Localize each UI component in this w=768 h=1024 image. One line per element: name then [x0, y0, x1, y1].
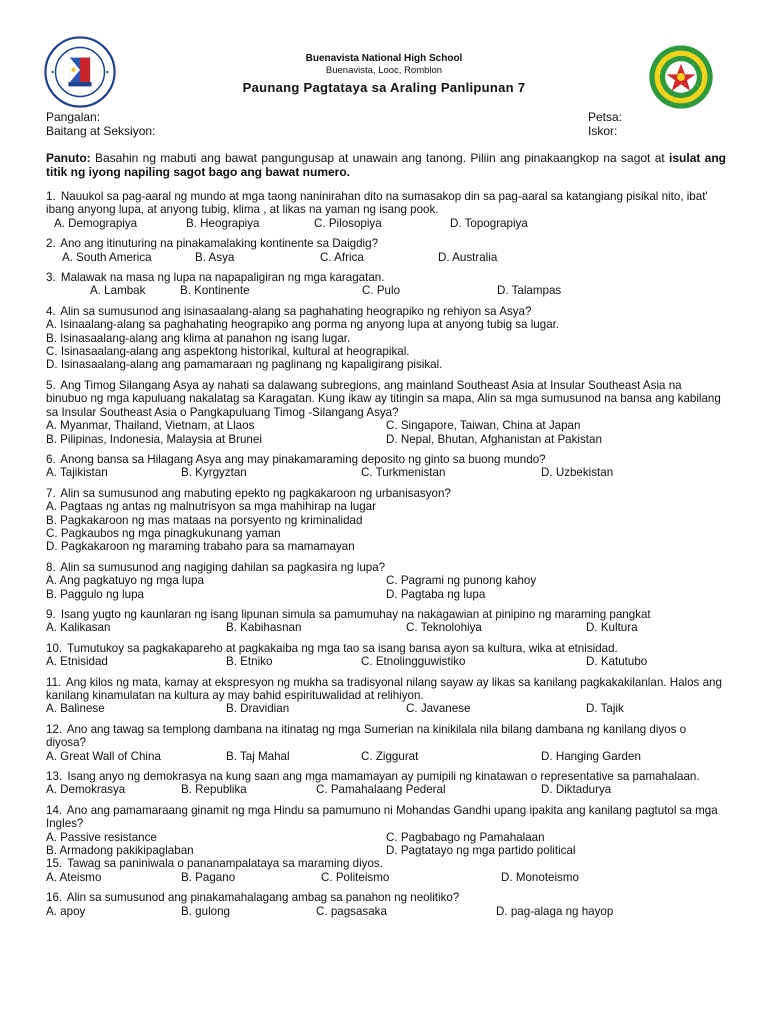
question-number: 16.: [46, 891, 63, 905]
option-d[interactable]: D. Isinasaalang-alang ang pamamaraan ng paglinang ng kapaligirang pisikal.: [46, 358, 443, 372]
option-b[interactable]: B. Kabihasnan: [226, 621, 302, 635]
option-b[interactable]: B. Paggulo ng lupa: [46, 587, 144, 601]
options-row: [46, 466, 726, 479]
option-a[interactable]: A. Passive resistance: [46, 830, 157, 844]
question-8: [46, 561, 726, 601]
option-a[interactable]: A. Ang pagkatuyo ng mga lupa: [46, 574, 204, 588]
question-4: [46, 305, 726, 372]
option-d[interactable]: D. Talampas: [497, 284, 562, 298]
option-d[interactable]: D. Pagtatayo ng mga partido political: [386, 844, 576, 858]
question-stem: [46, 379, 726, 419]
option-c[interactable]: C. Pamahalaang Pederal: [316, 783, 446, 797]
option-d[interactable]: D. Pagtaba ng lupa: [386, 587, 486, 601]
option-d[interactable]: D. pag-alaga ng hayop: [496, 904, 614, 918]
question-14: [46, 804, 726, 858]
question-text: Malawak na masa ng lupa na napapaligiran ng mga karagatan.: [60, 271, 385, 285]
question-text: Anong bansa sa Hilagang Asya ang may pinakamaraming deposito ng ginto sa buong mundo?: [60, 452, 546, 466]
option-c[interactable]: C. Isinasaalang-alang ang aspektong historikal, kultural at heograpikal.: [46, 345, 410, 359]
options-list: [46, 500, 726, 554]
question-stem: [46, 271, 726, 284]
question-text: Nauukol sa pag-aaral ng mundo at mga taong naninirahan dito na sumasakop din sa pag-aaral sa katangiang pisikal nito, ibat' ibang anyong lupa, at anyong tubig, klima , at likas na yaman ng isang pook.: [46, 190, 708, 217]
option-d[interactable]: D. Pagkakaroon ng maraming trabaho para sa mamamayan: [46, 540, 355, 554]
option-c[interactable]: C. Pagbabago ng Pamahalaan: [386, 830, 545, 844]
question-16: [46, 891, 726, 918]
question-2: [46, 237, 726, 264]
question-number: 3.: [46, 271, 56, 285]
options-row: [46, 284, 726, 297]
option-a[interactable]: A. Great Wall of China: [46, 749, 161, 763]
option-a[interactable]: A. Etnisidad: [46, 655, 108, 669]
question-text: Alin sa sumusunod ang pinakamahalagang ambag sa panahon ng neolitiko?: [66, 891, 460, 905]
option-d[interactable]: D. Nepal, Bhutan, Afghanistan at Pakistan: [386, 432, 602, 446]
option-a[interactable]: A. Isinaalang-alang sa paghahating heograpiko ang porma ng anyong lupa at anyong tubig sa lugar.: [46, 318, 560, 332]
question-stem: [46, 237, 726, 250]
grade-section-label: Baitang at Seksiyon:: [46, 124, 156, 138]
options-list: [46, 318, 726, 372]
option-b[interactable]: B. Kontinente: [180, 284, 250, 298]
question-number: 8.: [46, 560, 56, 574]
question-number: 1.: [46, 190, 56, 203]
question-stem: [46, 561, 726, 574]
question-number: 6.: [46, 452, 56, 466]
option-c[interactable]: C. Pagkaubos ng mga pinagkukunang yaman: [46, 526, 281, 540]
question-stem: [46, 453, 726, 466]
question-stem: [46, 723, 726, 750]
options-row: [46, 905, 726, 918]
question-text: Isang anyo ng demokrasya na kung saan ang mga mamamayan ay pumipili ng kinatawan o representative sa pamahalaan.: [67, 770, 700, 784]
options-row: [46, 621, 726, 634]
question-stem: [46, 804, 726, 831]
option-c[interactable]: C. Pilosopiya: [314, 216, 382, 230]
options-row: [46, 217, 726, 230]
option-b[interactable]: B. Pilipinas, Indonesia, Malaysia at Brunei: [46, 432, 262, 446]
option-b[interactable]: B. Republika: [181, 783, 247, 797]
option-b[interactable]: B. gulong: [181, 904, 230, 918]
question-number: 12.: [46, 722, 63, 736]
option-c[interactable]: C. Etnolingguwistiko: [361, 655, 466, 669]
option-b[interactable]: B. Asya: [195, 250, 235, 264]
question-text: Isang yugto ng kaunlaran ng isang lipunan simula sa pamumuhay na nakagawian at pinipino ng maraming pangkat: [60, 607, 651, 621]
options-row: [46, 783, 726, 796]
question-text: Ang Timog Silangang Asya ay nahati sa dalawang subregions, ang mainland Southeast Asia at Insular Southeast Asia na binubuo ng mga kapuluang nakalatag sa Karagatan. Kung ikaw ay titingin sa mapa, Alin sa mga sumusunod na bansa ang kabilang sa Insular Southeast Asia o Pangkapuluang Timog -Silangang Asya?: [46, 378, 721, 419]
question-text: Alin sa sumusunod ang nagiging dahilan sa pagkasira ng lupa?: [60, 560, 386, 574]
question-text: Tumutukoy sa pagkakapareho at pagkakaiba ng mga tao sa isang bansa ayon sa kultura, wika at etnisidad.: [67, 641, 618, 655]
option-d[interactable]: D. Hanging Garden: [541, 749, 641, 763]
question-text: Ang kilos ng mata, kamay at ekspresyon ng mukha sa tradisyonal nilang sayaw ay likas sa kanilang pagkakakilanlan. Halos ang kanilang kinamulatan na kultura ay may bahid espirituwalidad at relihiyon.: [46, 675, 722, 702]
school-name: Buenavista National High School: [305, 53, 463, 64]
option-d[interactable]: D. Australia: [438, 250, 498, 264]
score-label: Iskor:: [588, 124, 618, 138]
question-number: 11.: [46, 675, 62, 689]
option-d[interactable]: D. Uzbekistan: [541, 466, 614, 480]
option-c[interactable]: C. Teknolohiya: [406, 621, 482, 635]
question-5: [46, 379, 726, 446]
instructions-text: Basahin ng mabuti ang bawat pangungusap at unawain ang tanong. Piliin ang pinakaangkop na sagot at: [90, 151, 670, 165]
question-stem: [46, 770, 726, 783]
option-d[interactable]: D. Tajik: [586, 702, 624, 716]
question-number: 9.: [46, 607, 56, 621]
options-row: [46, 750, 726, 763]
option-b[interactable]: B. Pagkakaroon ng mas mataas na porsyento ng kriminalidad: [46, 513, 363, 527]
option-a[interactable]: A. South America: [62, 250, 152, 264]
question-12: [46, 723, 726, 763]
option-a[interactable]: A. apoy: [46, 904, 86, 918]
question-number: 15.: [46, 857, 63, 871]
name-label: Pangalan:: [46, 110, 101, 124]
option-b[interactable]: B. Pagano: [181, 870, 236, 884]
options-row: [46, 702, 726, 715]
question-stem: [46, 190, 726, 217]
option-a[interactable]: A. Lambak: [90, 284, 146, 298]
option-b[interactable]: B. Dravidian: [226, 702, 290, 716]
option-d[interactable]: D. Diktadurya: [541, 783, 612, 797]
question-stem: [46, 857, 726, 870]
question-text: Alin sa sumusunod ang isinasaalang-alang sa paghahating heograpiko ng rehiyon sa Asya?: [60, 304, 532, 318]
option-c[interactable]: C. Pulo: [362, 284, 401, 298]
instructions-emphasis: isulat ang titik ng iyong napiling sagot bago ang bawat numero.: [46, 151, 727, 179]
options-grid: [46, 574, 726, 601]
options-grid: [46, 419, 726, 446]
question-stem: [46, 608, 726, 621]
date-label: Petsa:: [588, 110, 623, 124]
question-6: [46, 453, 726, 480]
option-d[interactable]: D. Kultura: [586, 621, 638, 635]
question-stem: [46, 642, 726, 655]
question-number: 10.: [46, 641, 63, 655]
option-a[interactable]: A. Tajikistan: [46, 466, 108, 480]
option-a[interactable]: A. Demokrasya: [46, 783, 126, 797]
option-c[interactable]: C. Turkmenistan: [361, 466, 446, 480]
option-b[interactable]: B. Etniko: [226, 655, 273, 669]
question-13: [46, 770, 726, 797]
option-c[interactable]: C. Javanese: [406, 702, 471, 716]
instructions: [46, 151, 726, 179]
options-grid: [46, 831, 726, 858]
question-1: [46, 190, 726, 230]
options-row: [46, 655, 726, 668]
option-b[interactable]: B. Taj Mahal: [226, 749, 290, 763]
question-text: Ano ang itinuturing na pinakamalaking kontinente sa Daigdig?: [60, 237, 379, 251]
question-number: 7.: [46, 486, 56, 500]
option-d[interactable]: D. Monoteismo: [501, 870, 579, 884]
option-b[interactable]: B. Armadong pakikipaglaban: [46, 844, 194, 858]
option-a[interactable]: A. Myanmar, Thailand, Vietnam, at Llaos: [46, 419, 255, 433]
question-number: 4.: [46, 304, 56, 318]
option-a[interactable]: A. Ateismo: [46, 870, 102, 884]
option-d[interactable]: D. Katutubo: [586, 655, 648, 669]
option-d[interactable]: D. Topograpiya: [450, 216, 528, 230]
question-number: 5.: [46, 378, 56, 392]
question-number: 2.: [46, 237, 56, 251]
options-row: [46, 251, 726, 264]
option-c[interactable]: C. Singapore, Taiwan, China at Japan: [386, 419, 581, 433]
school-address: Buenavista, Looc, Romblon: [325, 65, 443, 76]
options-row: [46, 871, 726, 884]
question-11: [46, 676, 726, 716]
question-stem: [46, 305, 726, 318]
option-c[interactable]: C. pagsasaka: [316, 904, 387, 918]
question-text: Ano ang pamamaraang ginamit ng mga Hindu sa pamumuno ni Mohandas Gandhi upang ipakita ang kanilang pagtutol sa mga Ingles?: [46, 803, 718, 831]
question-text: Tawag sa paniniwala o pananampalataya sa maraming diyos.: [64, 857, 383, 871]
option-c[interactable]: C. Ziggurat: [361, 749, 419, 763]
question-3: [46, 271, 726, 298]
question-7: [46, 487, 726, 554]
question-15: [46, 857, 726, 884]
question-stem: [46, 891, 726, 904]
option-c[interactable]: C. Politeismo: [321, 870, 390, 884]
option-c[interactable]: C. Pagrami ng punong kahoy: [386, 574, 537, 588]
option-b[interactable]: B. Kyrgyztan: [181, 466, 247, 480]
question-10: [46, 642, 726, 669]
option-b[interactable]: B. Heograpiya: [186, 216, 260, 230]
question-stem: [46, 487, 726, 500]
question-9: [46, 608, 726, 635]
question-text: Alin sa sumusunod ang mabuting epekto ng pagkakaroon ng urbanisasyon?: [60, 486, 451, 500]
option-a[interactable]: A. Demograpiya: [54, 216, 138, 230]
option-a[interactable]: A. Pagtaas ng antas ng malnutrisyon sa mga mahihirap na lugar: [46, 500, 376, 514]
exam-title: Paunang Pagtataya sa Araling Panlipunan 7: [242, 80, 526, 95]
option-a[interactable]: A. Balinese: [46, 702, 105, 716]
question-text: Ano ang tawag sa templong dambana na itinatag ng mga Sumerian na kinikilala nila bilang dambana ng kanilang diyos o diyosa?: [46, 722, 687, 750]
option-a[interactable]: A. Kalikasan: [46, 621, 111, 635]
question-list: [46, 190, 726, 925]
question-number: 14.: [46, 803, 63, 817]
option-c[interactable]: C. Africa: [320, 250, 364, 264]
question-number: 13.: [46, 770, 63, 784]
question-stem: [46, 676, 726, 703]
instructions-label: Panuto:: [46, 151, 91, 165]
option-b[interactable]: B. Isinasaalang-alang ang klima at panahon ng isang lugar.: [46, 331, 351, 345]
